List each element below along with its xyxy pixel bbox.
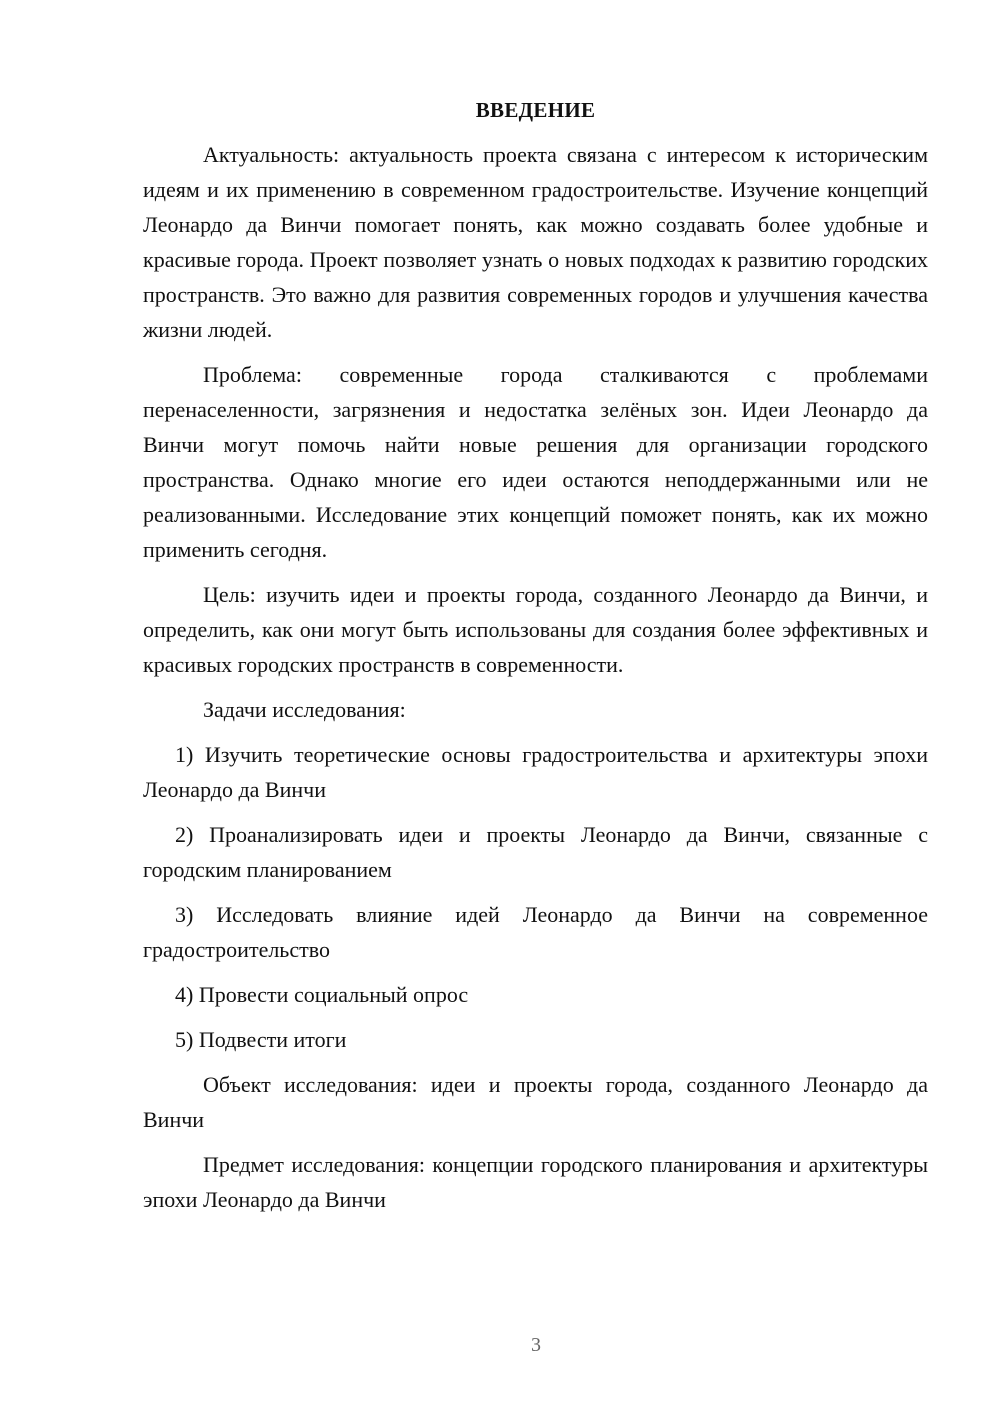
- paragraph-relevance: Актуальность: актуальность проекта связана с интересом к историческим идеям и их применению в современном градостроительстве. Изучение концепций Леонардо да Винчи помогает понять, как можно создавать более удобные и красивые города. Проект позволяет узнать о новых подходах к развитию городских пространств. Это важно для развития современных городов и улучшения качества жизни людей.: [143, 142, 928, 342]
- list-item: 3) Исследовать влияние идей Леонардо да Винчи на современное градостроительство: [143, 902, 928, 962]
- paragraph-object: Объект исследования: идеи и проекты города, созданного Леонардо да Винчи: [143, 1072, 928, 1132]
- paragraph-subject: Предмет исследования: концепции городского планирования и архитектуры эпохи Леонардо да Винчи: [143, 1152, 928, 1212]
- list-item: 2) Проанализировать идеи и проекты Леонардо да Винчи, связанные с городским планированием: [143, 822, 928, 882]
- tasks-heading: Задачи исследования:: [203, 697, 406, 722]
- list-item: 4) Провести социальный опрос: [175, 982, 469, 1007]
- list-item: 5) Подвести итоги: [175, 1027, 347, 1052]
- tasks-list: [143, 737, 928, 1057]
- paragraph-goal: Цель: изучить идеи и проекты города, созданного Леонардо да Винчи, и определить, как они могут быть использованы для создания более эффективных и красивых городских пространств в современности.: [143, 582, 928, 677]
- page-title: ВВЕДЕНИЕ: [475, 98, 596, 122]
- paragraph-problem: Проблема: современные города сталкиваются с проблемами перенаселенности, загрязнения и недостатка зелёных зон. Идеи Леонардо да Винчи могут помочь найти новые решения для организации городского пространства. Однако многие его идеи остаются неподдержанными или не реализованными. Исследование этих концепций поможет понять, как их можно применить сегодня.: [143, 362, 928, 562]
- list-item: 1) Изучить теоретические основы градостроительства и архитектуры эпохи Леонардо да Винчи: [143, 742, 928, 802]
- page-number: 3: [531, 1334, 541, 1356]
- document-page: [143, 95, 928, 1227]
